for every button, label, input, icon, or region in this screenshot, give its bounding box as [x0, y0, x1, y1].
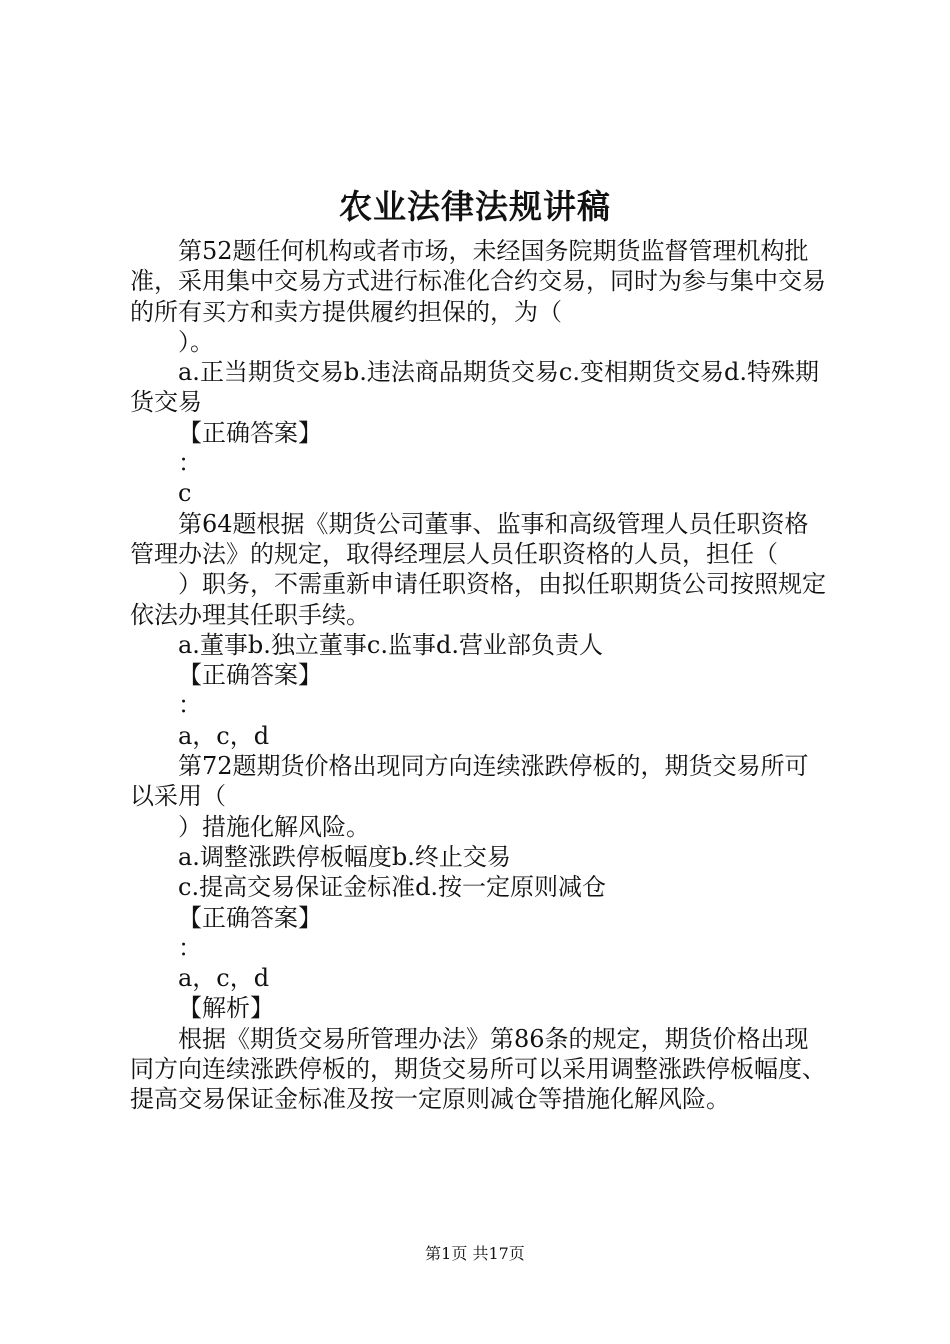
paragraph: 根据《期货交易所管理办法》第86条的规定，期货价格出现同方向连续涨跌停板的，期货交易所可以采用调整涨跌停板幅度、提高交易保证金标准及按一定原则减仓等措施化解风险。 [130, 1024, 826, 1114]
paragraph: 【正确答案】 [178, 661, 322, 690]
paragraph: a，c，d [178, 721, 270, 750]
paragraph: 【正确答案】 [178, 418, 322, 447]
paragraph: ： [178, 691, 202, 720]
paragraph: a，c，d [178, 964, 270, 993]
document-body [130, 236, 830, 1115]
paragraph: ： [178, 449, 202, 478]
paragraph: 第64题根据《期货公司董事、监事和高级管理人员任职资格管理办法》的规定，取得经理层人员任职资格的人员，担任（ [130, 509, 809, 568]
paragraph: 【解析】 [178, 994, 274, 1023]
paragraph: a.正当期货交易b.违法商品期货交易c.变相期货交易d.特殊期货交易 [130, 358, 819, 417]
paragraph: ）。 [178, 327, 214, 356]
page-footer: 第1页 共17页 [425, 1244, 525, 1263]
paragraph: ）职务，不需重新申请任职资格，由拟任职期货公司按照规定依法办理其任职手续。 [130, 570, 826, 629]
paragraph: ： [178, 933, 202, 962]
paragraph: a.董事b.独立董事c.监事d.营业部负责人 [178, 630, 603, 659]
paragraph: c.提高交易保证金标准d.按一定原则减仓 [178, 873, 607, 902]
paragraph: 【正确答案】 [178, 903, 322, 932]
paragraph: a.调整涨跌停板幅度b.终止交易 [178, 842, 511, 871]
paragraph: 第72题期货价格出现同方向连续涨跌停板的，期货交易所可以采用（ [130, 752, 809, 811]
paragraph: ）措施化解风险。 [178, 812, 370, 841]
paragraph: c [178, 479, 192, 508]
paragraph: 第52题任何机构或者市场，未经国务院期货监督管理机构批准，采用集中交易方式进行标准化合约交易，同时为参与集中交易的所有买方和卖方提供履约担保的，为（ [130, 237, 826, 326]
document-title: 农业法律法规讲稿 [339, 187, 611, 226]
